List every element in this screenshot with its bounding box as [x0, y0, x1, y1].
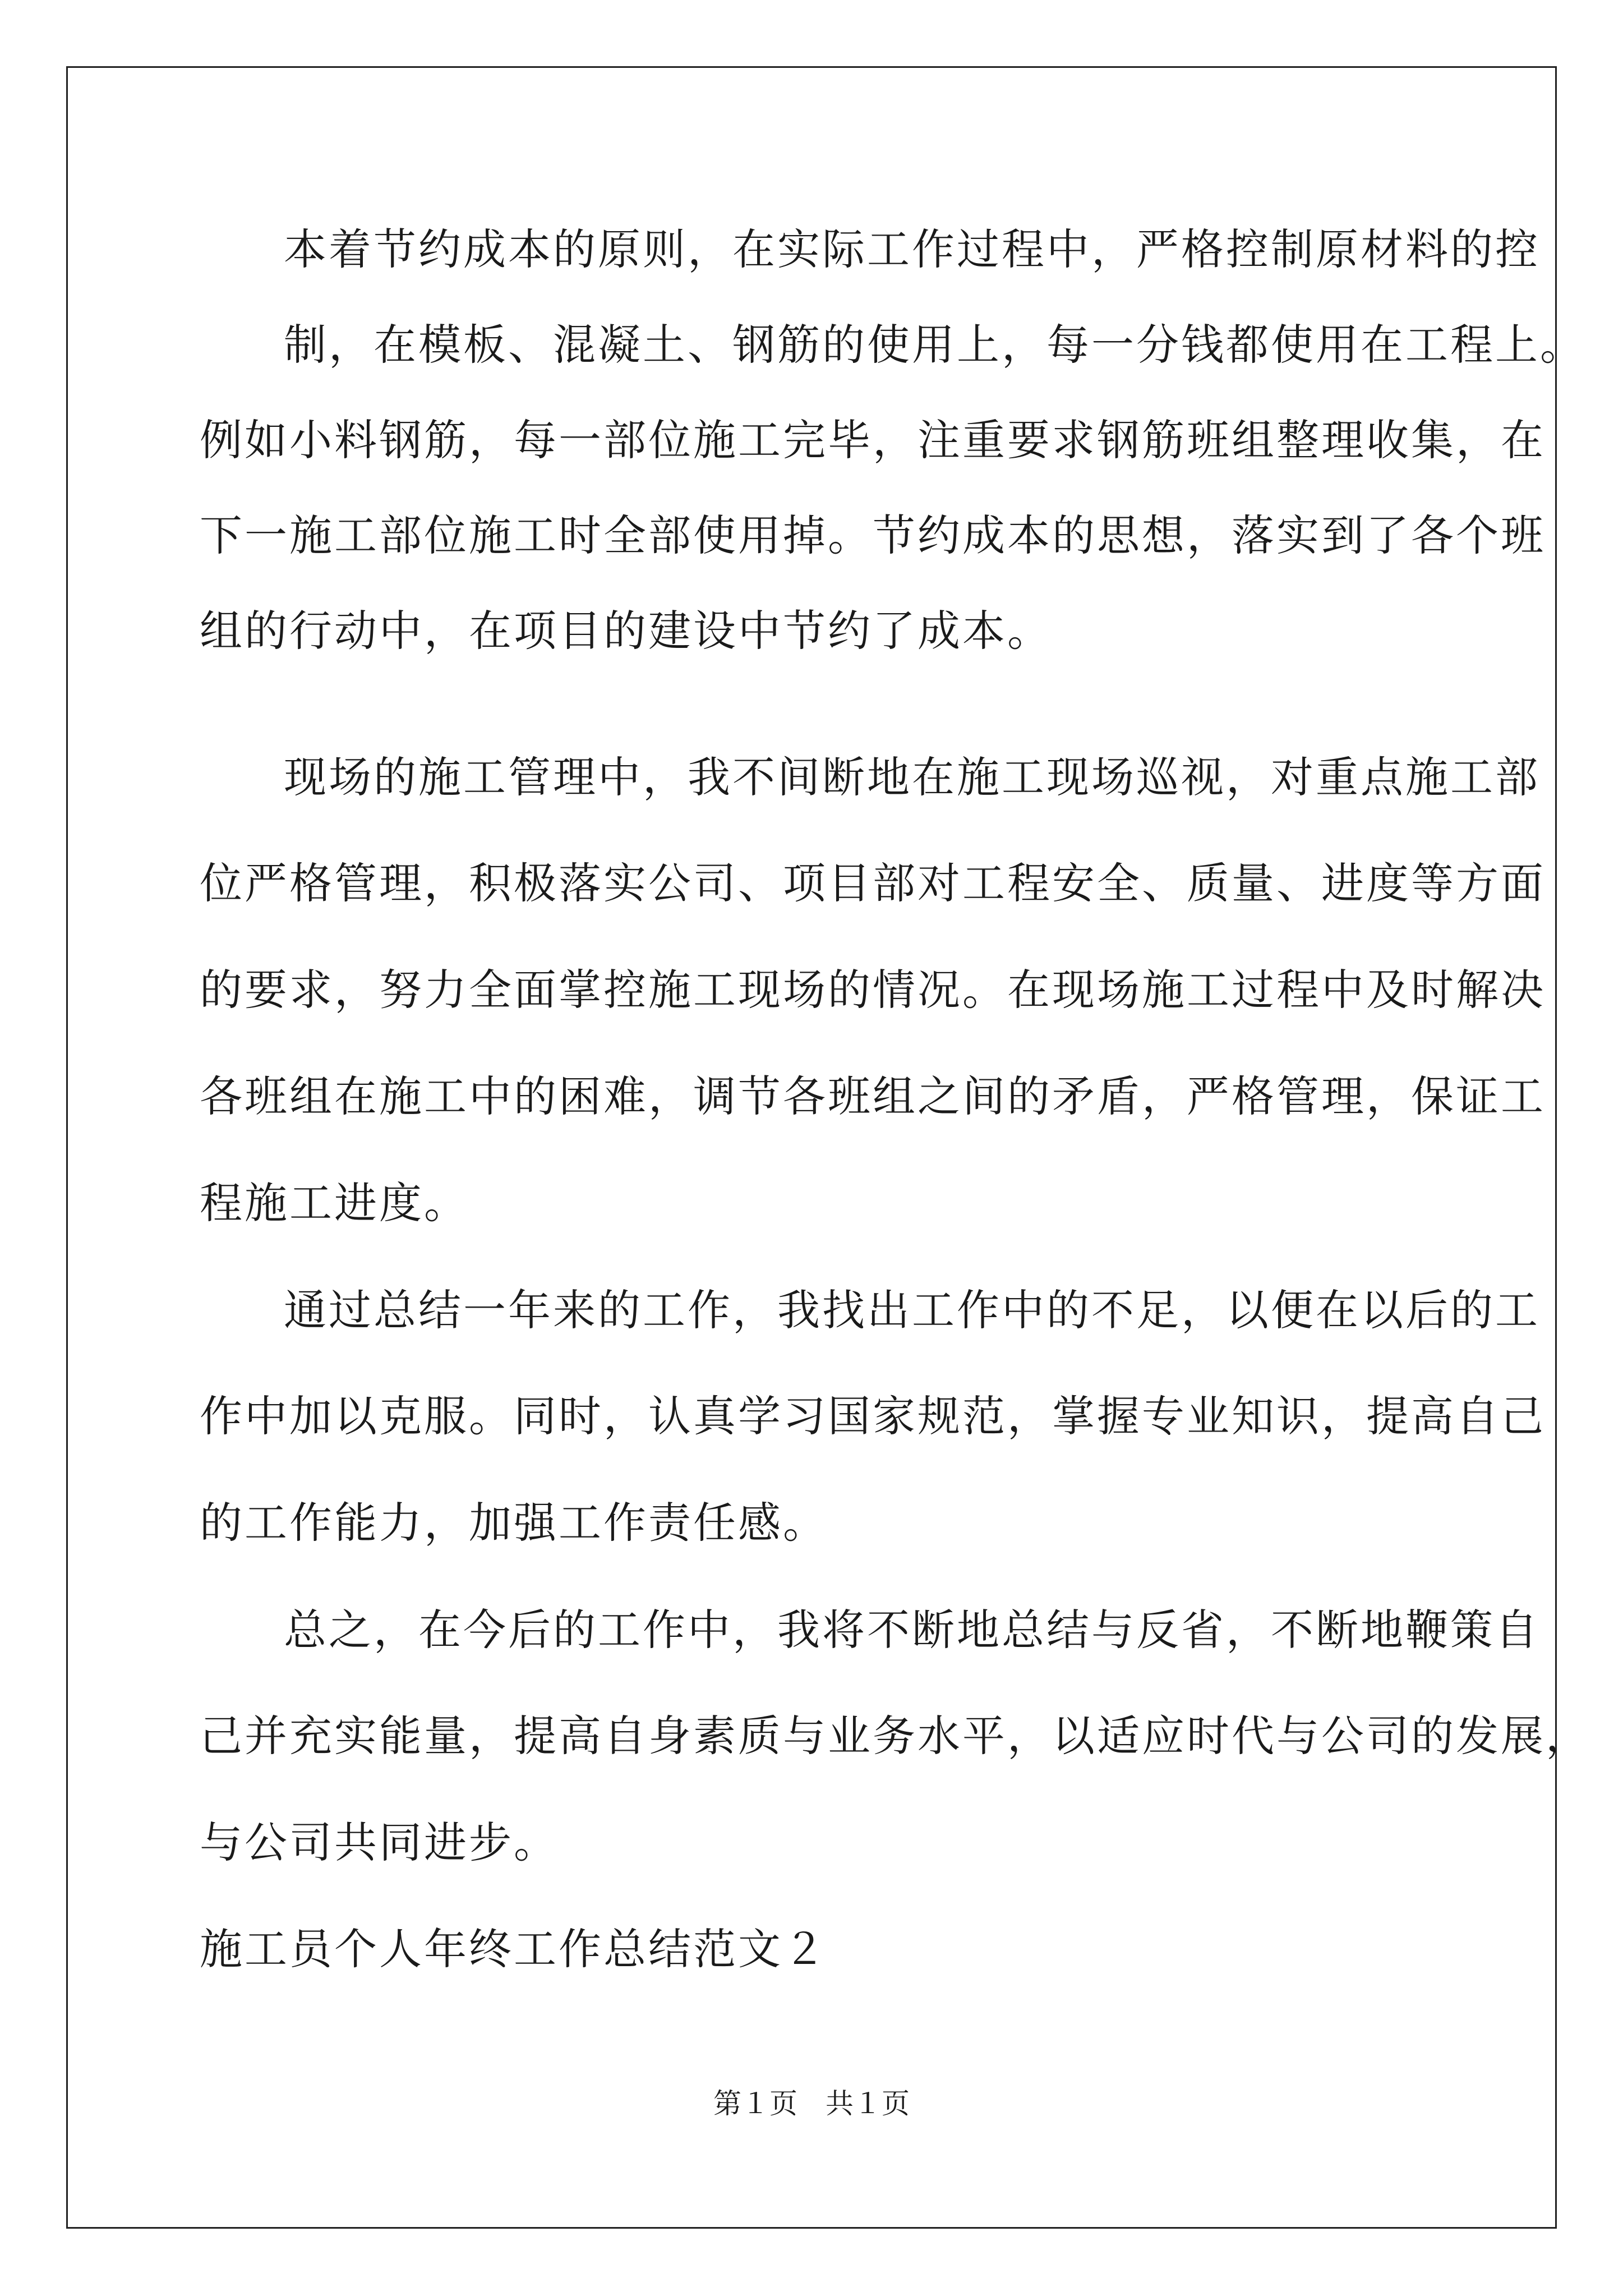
paragraph-2-line-5: 程施工进度。 — [200, 1178, 469, 1228]
paragraph-1-line-3: 例如小料钢筋，每一部位施工完毕，注重要求钢筋班组整理收集，在 — [200, 415, 1546, 465]
section-heading: 施工员个人年终工作总结范文２ — [200, 1924, 828, 1974]
paragraph-3-line-3: 的工作能力，加强工作责任感。 — [200, 1498, 828, 1548]
paragraph-2-line-4: 各班组在施工中的困难，调节各班组之间的矛盾，严格管理，保证工 — [200, 1071, 1546, 1121]
paragraph-1-line-2: 制，在模板、混凝土、钢筋的使用上，每一分钱都使用在工程上。 — [284, 320, 1585, 370]
paragraph-3-line-2: 作中加以克服。同时，认真学习国家规范，掌握专业知识，提高自己 — [200, 1391, 1546, 1441]
paragraph-2-line-3: 的要求，努力全面掌控施工现场的情况。在现场施工过程中及时解决 — [200, 965, 1546, 1015]
paragraph-1-line-5: 组的行动中，在项目的建设中节约了成本。 — [200, 606, 1052, 656]
paragraph-2-line-2: 位严格管理，积极落实公司、项目部对工程安全、质量、进度等方面 — [200, 858, 1546, 908]
paragraph-4-line-3: 与公司共同进步。 — [200, 1818, 559, 1867]
paragraph-1-line-1: 本着节约成本的原则，在实际工作过程中，严格控制原材料的控 — [284, 224, 1540, 274]
page-number-label: 第１页 共１页 — [713, 2087, 910, 2120]
page-footer — [0, 2087, 1623, 2120]
paragraph-2-line-1: 现场的施工管理中，我不间断地在施工现场巡视，对重点施工部 — [284, 752, 1540, 802]
paragraph-1-line-4: 下一施工部位施工时全部使用掉。节约成本的思想，落实到了各个班 — [200, 510, 1546, 560]
page-border — [66, 66, 1557, 2229]
paragraph-4-line-2: 己并充实能量，提高自身素质与业务水平，以适应时代与公司的发展， — [200, 1711, 1590, 1761]
paragraph-3-line-1: 通过总结一年来的工作，我找出工作中的不足，以便在以后的工 — [284, 1285, 1540, 1335]
paragraph-4-line-1: 总之，在今后的工作中，我将不断地总结与反省，不断地鞭策自 — [284, 1605, 1540, 1655]
